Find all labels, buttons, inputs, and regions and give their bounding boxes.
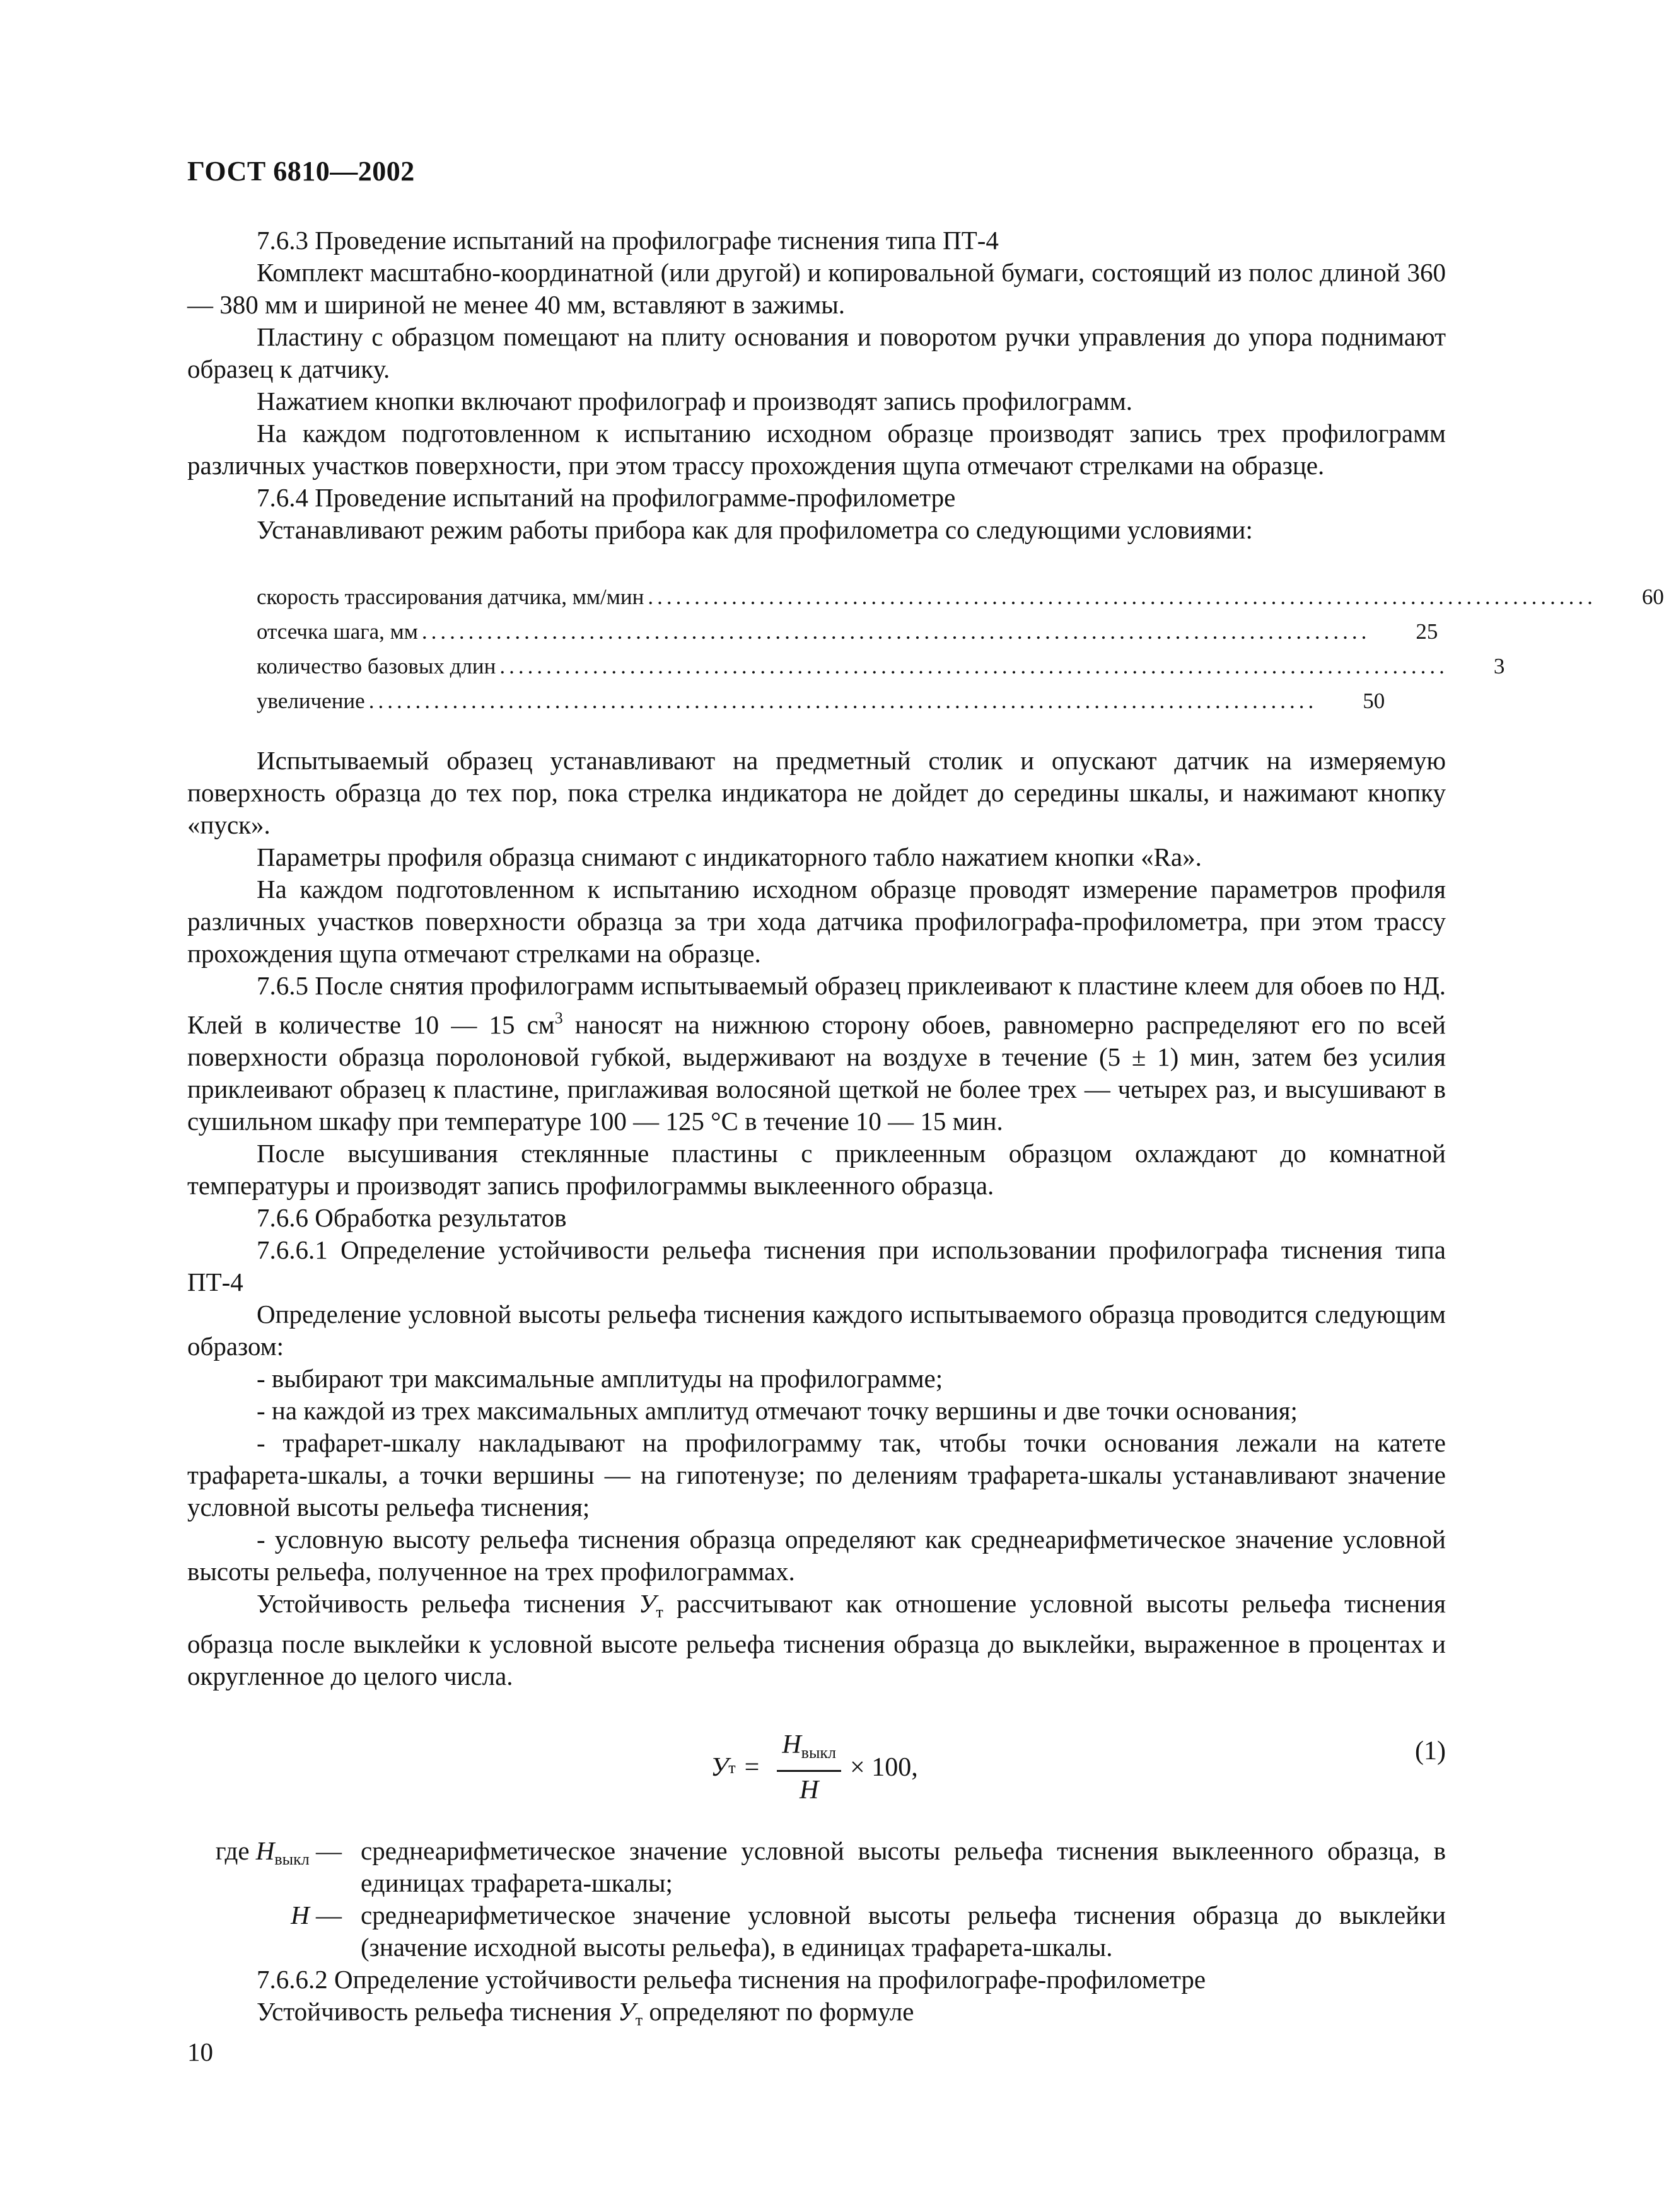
parameter-value: 25	[1416, 619, 1438, 644]
symbol: У	[618, 1997, 636, 2026]
parameter-list	[187, 579, 1664, 718]
parameter-label: скорость трассирования датчика, мм/мин	[257, 585, 644, 609]
page-number: 10	[187, 2037, 213, 2066]
parameter-value: 3	[1493, 654, 1505, 678]
paragraph: Испытываемый образец устанавливают на предметный столик и опускают датчик на измеряемую поверхность образца до тех пор, пока стрелка индикатора не дойдет до середины шкалы, и нажимают кнопку «пуск».	[187, 746, 1446, 839]
paragraph: Комплект масштабно-координатной (или другой) и копировальной бумаги, состоящий из полос длиной 360 — 380 мм и шириной не менее 40 мм, вставляют в зажимы.	[187, 258, 1446, 319]
paragraph: На каждом подготовленном к испытанию исходном образце проводят измерение параметров профиля различных участков поверхности образца за три хода датчика профилографа-профилометра, при этом трассу прохождения щупа отмечают стрелками на образце.	[187, 875, 1446, 968]
where-list	[184, 1835, 1446, 1964]
dot-leader: ......................................................................................................	[648, 585, 1597, 609]
fraction-denominator: H	[800, 1776, 819, 1805]
paragraph: Устанавливают режим работы прибора как для профилометра со следующими условиями:	[257, 515, 1253, 544]
subscript: т	[656, 1603, 663, 1621]
stability-paragraph: Устойчивость рельефа тиснения $У_т$ рассчитывают как отношение условной высоты рельефа тиснения образца после выклейки к условной высоте рельефа тиснения образца до выклейки, выраженное в процентах и округленное до целого числа.	[187, 1589, 1446, 1691]
formula-lhs: У	[711, 1752, 729, 1782]
symbol: У	[638, 1589, 656, 1618]
parameter-value: 50	[1363, 689, 1385, 713]
list-item: - трафарет-шкалу накладывают на профилограмму так, чтобы точки основания лежали на катете трафарета-шкалы, а точки вершины — на гипотенузе; по делениям трафарета-шкалы устанавливают значение условной высоты рельефа тиснения;	[187, 1428, 1446, 1522]
parameter-value: 60	[1641, 585, 1664, 609]
document-header: ГОСТ 6810—2002	[187, 156, 415, 187]
fraction-numerator: $H_{выкл}$	[777, 1730, 841, 1772]
section-heading-7-6-3: 7.6.3 Проведение испытаний на профилографе тиснения типа ПТ-4	[257, 226, 999, 255]
parameter-row	[257, 684, 1385, 718]
list-item: - на каждой из трех максимальных амплитуд отмечают точку вершины и две точки основания;	[257, 1396, 1298, 1425]
section-heading-7-6-4: 7.6.4 Проведение испытаний на профилограмме-профилометре	[257, 483, 956, 512]
list-item: - условную высоту рельефа тиснения образца определяют как среднеарифметическое значение условной высоты рельефа, полученное на трех профилограммах.	[187, 1525, 1446, 1586]
section-heading-7-6-6-2: 7.6.6.2 Определение устойчивости рельефа тиснения на профилографе-профилометре	[257, 1965, 1206, 1994]
paragraph: После высушивания стеклянные пластины с приклеенным образцом охлаждают до комнатной температуры и производят запись профилограммы выклеенного образца.	[187, 1139, 1446, 1200]
fraction	[777, 1730, 841, 1805]
dot-leader: ......................................................................................................	[421, 619, 1371, 644]
section-paragraph-7-6-5: 7.6.5 После снятия профилограмм испытываемый образец приклеивают к пластине клеем для обоев по НД. Клей в количестве 10 — 15 $см^3$ наносят на нижнюю сторону обоев, равномерно распределяют его по всей поверхности образца поролоновой губкой, выдерживают на воздухе в течение (5 ± 1) мин, затем без усилия приклеивают образец к пластине, приглаживая волосяной щеткой не более трех — четырех раз, и высушивают в сушильном шкафу при температуре 100 — 125 °С в течение 10 — 15 мин.	[187, 971, 1446, 1136]
parameter-row	[257, 649, 1505, 684]
where-term: где $H_{выкл}$ —	[215, 1836, 342, 1868]
paragraph: Пластину с образцом помещают на плиту основания и поворотом ручки управления до упора поднимают образец к датчику.	[187, 322, 1446, 383]
where-term: H —	[291, 1901, 342, 1930]
formula-number: (1)	[1415, 1737, 1446, 1766]
formula-multiplier: × 100,	[850, 1752, 918, 1782]
paragraph: Нажатием кнопки включают профилограф и производят запись профилограмм.	[257, 387, 1133, 416]
where-definition: среднеарифметическое значение условной высоты рельефа тиснения образца до выклейки (значение исходной высоты рельефа), в единицах трафарета-шкалы.	[361, 1901, 1446, 1962]
list-item: - выбирают три максимальные амплитуды на профилограмме;	[257, 1364, 943, 1393]
where-definition: среднеарифметическое значение условной высоты рельефа тиснения выклеенного образца, в единицах трафарета-шкалы;	[361, 1836, 1446, 1897]
dot-leader: ......................................................................................................	[368, 689, 1318, 713]
document-body	[187, 224, 1664, 2036]
dot-leader: ......................................................................................................	[499, 654, 1448, 678]
parameter-label: количество базовых длин	[257, 654, 496, 678]
subscript: т	[635, 2011, 643, 2029]
formula-expression	[711, 1730, 918, 1805]
paragraph: Устойчивость рельефа тиснения $У_т$ определяют по формуле	[257, 1997, 914, 2029]
superscript: 3	[554, 1009, 563, 1027]
paragraph: Определение условной высоты рельефа тиснения каждого испытываемого образца проводится следующим образом:	[187, 1300, 1446, 1361]
parameter-label: отсечка шага, мм	[257, 619, 418, 644]
equals-sign: =	[744, 1752, 760, 1782]
formula-lhs-subscript: т	[728, 1758, 736, 1777]
section-heading-7-6-6-1: 7.6.6.1 Определение устойчивости рельефа тиснения при использовании профилографа тиснения типа ПТ-4	[187, 1235, 1446, 1296]
parameter-row	[257, 614, 1438, 649]
paragraph: На каждом подготовленном к испытанию исходном образце производят запись трех профилограмм различных участков поверхности, при этом трассу прохождения щупа отмечают стрелками на образце.	[187, 419, 1446, 480]
parameter-label: увеличение	[257, 689, 365, 713]
section-heading-7-6-6: 7.6.6 Обработка результатов	[257, 1203, 567, 1232]
formula-1	[187, 1715, 1446, 1810]
paragraph: Параметры профиля образца снимают с индикаторного табло нажатием кнопки «Ra».	[257, 842, 1202, 871]
parameter-row	[257, 579, 1664, 614]
